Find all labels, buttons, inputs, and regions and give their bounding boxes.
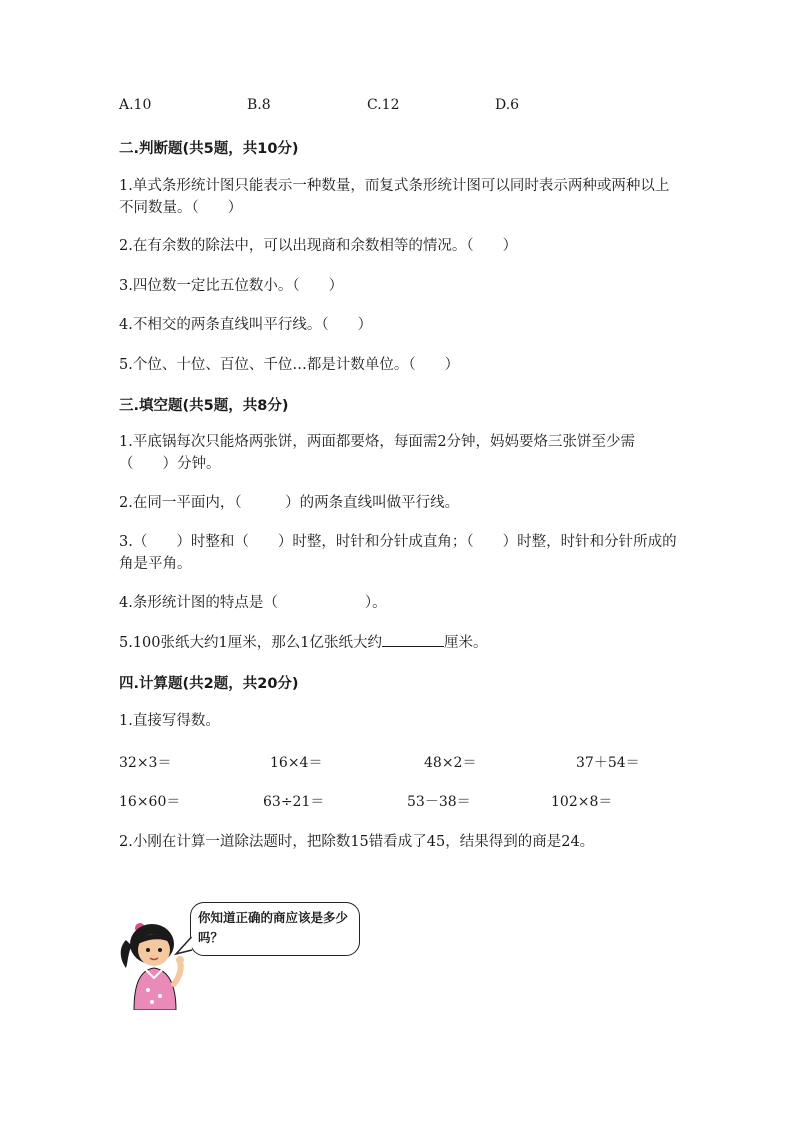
calc-item: 16×4＝ <box>270 755 323 771</box>
section3-question-4: 4.条形统计图的特点是（ ）。 <box>119 595 387 611</box>
section2-question-4: 4.不相交的两条直线叫平行线。（ ） <box>119 317 373 333</box>
section4-title: 四.计算题(共2题，共20分) <box>119 676 299 692</box>
section4-question-1: 1.直接写得数。 <box>119 713 220 729</box>
speech-bubble-text: 你知道正确的商应该是多少吗？ <box>198 910 349 945</box>
section3-question-5 <box>119 632 679 654</box>
calc-item: 63÷21＝ <box>263 794 325 810</box>
calc-item: 32×3＝ <box>119 755 172 771</box>
section3-question-3: 3.（ ）时整和（ ）时整，时针和分针成直角；（ ）时整，时针和分针所成的角是平角。 <box>119 534 677 572</box>
choice-d: D.6 <box>495 97 520 113</box>
section3-question-1: 1.平底锅每次只能烙两张饼，两面都要烙，每面需2分钟，妈妈要烙三张饼至少需（ ）分钟。 <box>119 434 636 472</box>
calc-item: 37＋54＝ <box>576 755 640 771</box>
girl-illustration <box>118 918 196 1010</box>
section2-question-2: 2.在有余数的除法中，可以出现商和余数相等的情况。（ ） <box>119 238 518 254</box>
calc-item: 16×60＝ <box>119 794 181 810</box>
speech-bubble-tail <box>174 936 198 958</box>
calc-item: 53－38＝ <box>407 794 471 810</box>
section3-title: 三.填空题(共5题，共8分) <box>119 398 289 414</box>
calc-item: 102×8＝ <box>551 794 613 810</box>
section2-question-1: 1.单式条形统计图只能表示一种数量，而复式条形统计图可以同时表示两种或两种以上不同数量。（ ） <box>119 178 670 216</box>
choice-b: B.8 <box>247 97 271 113</box>
choice-a: A.10 <box>119 97 152 113</box>
section2-question-5: 5.个位、十位、百位、千位…都是计数单位。（ ） <box>119 357 460 373</box>
section2-question-3: 3.四位数一定比五位数小。（ ） <box>119 278 344 294</box>
section3-question-5-suffix: 厘米。 <box>443 635 488 651</box>
section2-title: 二.判断题(共5题，共10分) <box>119 141 299 157</box>
calc-item: 48×2＝ <box>424 755 477 771</box>
answer-blank <box>382 632 444 647</box>
choice-c: C.12 <box>367 97 400 113</box>
section3-question-5-prefix: 5.100张纸大约1厘米，那么1亿张纸大约 <box>119 635 382 651</box>
section4-question-2: 2.小刚在计算一道除法题时，把除数15错看成了45，结果得到的商是24。 <box>119 834 595 850</box>
section3-question-2: 2.在同一平面内，（ ）的两条直线叫做平行线。 <box>119 495 460 511</box>
